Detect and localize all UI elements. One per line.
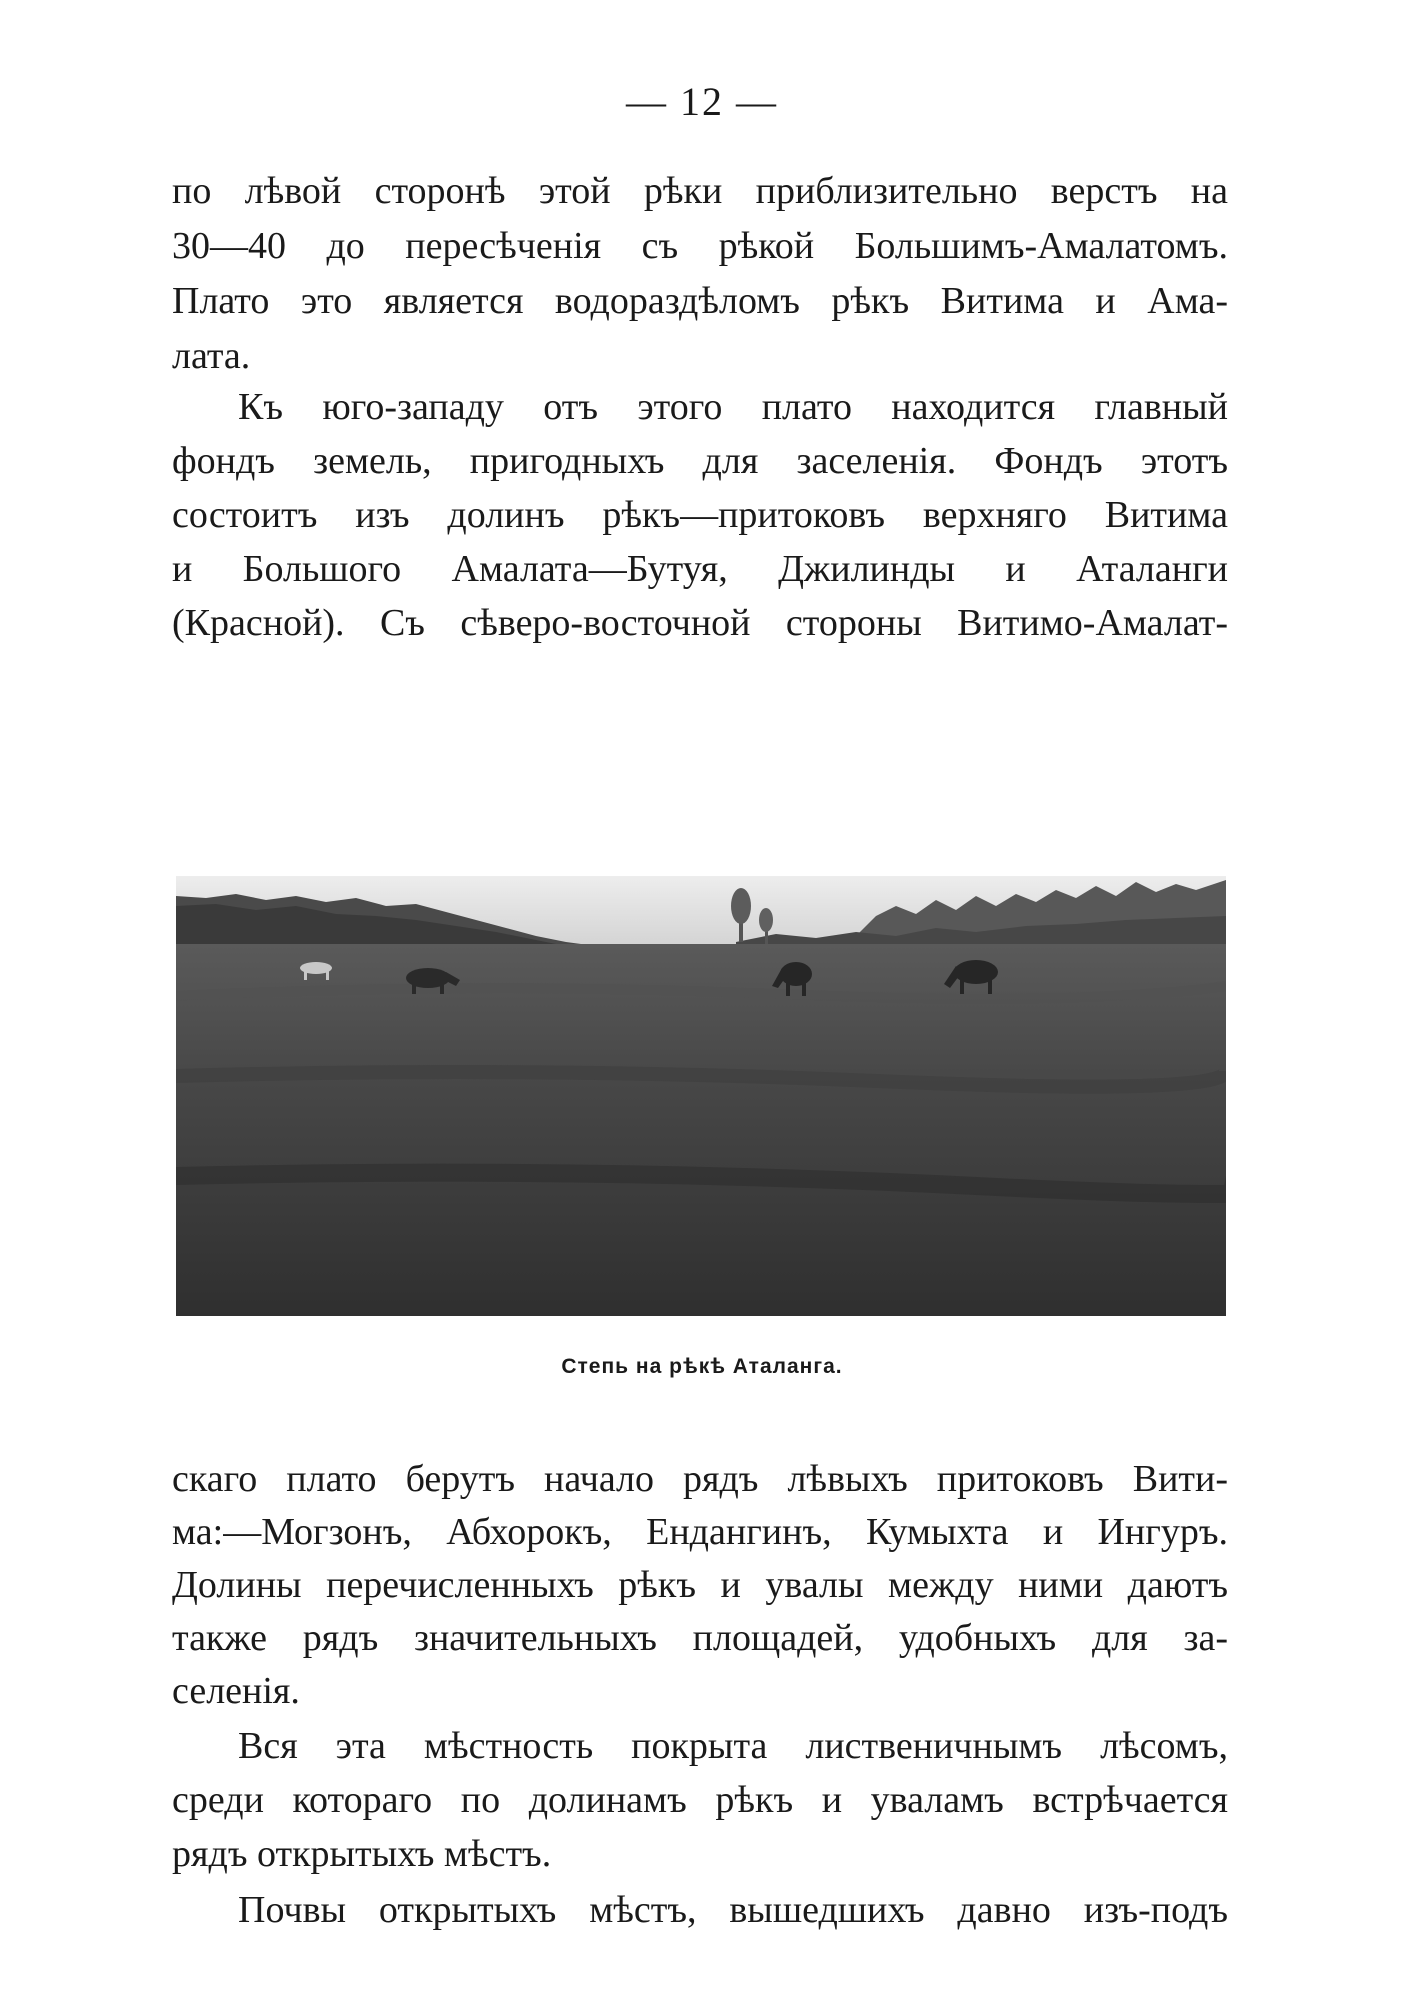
text-line: лата. (172, 335, 251, 377)
text-line: скаго плато берутъ начало рядъ лѣвыхъ притоковъ Вити- (172, 1458, 1228, 1500)
text-line: Вся эта мѣстность покрыта лиственичнымъ лѣсомъ, (238, 1725, 1228, 1767)
text-line: Почвы открытыхъ мѣстъ, вышедшихъ давно изъ-подъ (238, 1889, 1228, 1931)
text-line: (Красной). Съ сѣверо-восточной стороны Витимо-Амалат- (172, 602, 1228, 644)
text-line: состоитъ изъ долинъ рѣкъ—притоковъ верхняго Витима (172, 494, 1228, 536)
text-line: селенія. (172, 1670, 300, 1712)
text-line: также рядъ значительныхъ площадей, удобныхъ для за- (172, 1617, 1228, 1659)
steppe-photograph (176, 876, 1226, 1316)
text-line: 30—40 до пересѣченія съ рѣкой Большимъ-Амалатомъ. (172, 225, 1228, 267)
text-line: ма:—Могзонъ, Абхорокъ, Ендангинъ, Кумыхта и Ингуръ. (172, 1511, 1228, 1553)
photo-caption: Степь на рѣкѣ Аталанга. (561, 1355, 843, 1378)
text-line: среди котораго по долинамъ рѣкъ и уваламъ встрѣчается (172, 1779, 1228, 1821)
text-line: Долины перечисленныхъ рѣкъ и увалы между ними даютъ (172, 1564, 1228, 1606)
text-line: и Большого Амалата—Бутуя, Джилинды и Аталанги (172, 548, 1228, 590)
text-line: по лѣвой сторонѣ этой рѣки приблизительно верстъ на (172, 170, 1228, 212)
page-number: — 12 — (626, 79, 778, 124)
text-line: рядъ открытыхъ мѣстъ. (172, 1833, 552, 1875)
text-line: фондъ земель, пригодныхъ для заселенія. Фондъ этотъ (172, 440, 1228, 482)
text-line: Къ юго-западу отъ этого плато находится главный (238, 386, 1228, 428)
text-line: Плато это является водораздѣломъ рѣкъ Витима и Ама- (172, 280, 1228, 322)
